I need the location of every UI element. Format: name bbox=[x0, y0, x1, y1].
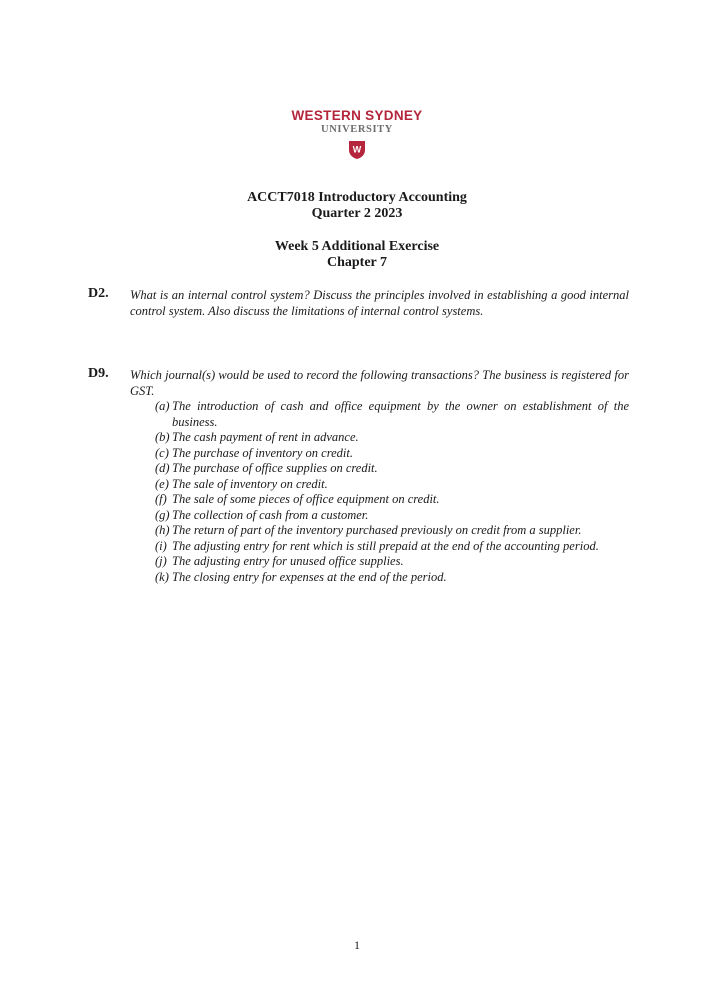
list-item bbox=[155, 430, 629, 446]
course-heading bbox=[0, 190, 714, 222]
question-number: D2. bbox=[88, 286, 109, 301]
list-item bbox=[155, 539, 629, 555]
item-text: The return of part of the inventory purchased previously on credit from a supplier. bbox=[172, 523, 582, 537]
logo-subtitle: UNIVERSITY bbox=[321, 124, 393, 135]
item-label: (j) bbox=[155, 554, 167, 568]
item-label: (b) bbox=[155, 430, 170, 444]
course-title: ACCT7018 Introductory Accounting bbox=[247, 190, 467, 205]
item-label: (d) bbox=[155, 461, 170, 475]
university-logo bbox=[0, 108, 714, 160]
item-label: (f) bbox=[155, 492, 167, 506]
question-text: Which journal(s) would be used to record the following transactions? The business is registered for GST. bbox=[130, 368, 629, 398]
item-label: (a) bbox=[155, 399, 170, 413]
item-text: The collection of cash from a customer. bbox=[172, 507, 369, 522]
item-text: The adjusting entry for unused office supplies. bbox=[172, 554, 404, 568]
list-item bbox=[155, 570, 629, 586]
item-label: (c) bbox=[155, 445, 169, 460]
item-label: (e) bbox=[155, 476, 169, 491]
item-text: The sale of some pieces of office equipment on credit. bbox=[172, 492, 440, 506]
shield-letter: W bbox=[352, 144, 362, 155]
list-item bbox=[155, 477, 629, 493]
item-text: The cash payment of rent in advance. bbox=[172, 430, 359, 444]
page-number: 1 bbox=[354, 938, 360, 952]
item-text: The closing entry for expenses at the end of the period. bbox=[172, 569, 447, 584]
item-label: (k) bbox=[155, 569, 169, 584]
question-number: D9. bbox=[88, 366, 109, 381]
exercise-title: Week 5 Additional Exercise bbox=[274, 239, 440, 254]
logo-title: WESTERN SYDNEY bbox=[291, 108, 423, 123]
list-item bbox=[155, 461, 629, 477]
item-text: The introduction of cash and office equipment by the owner on establishment of the business. bbox=[172, 399, 629, 429]
item-text: The purchase of office supplies on credit. bbox=[172, 461, 378, 475]
chapter-title: Chapter 7 bbox=[326, 255, 388, 270]
list-item bbox=[155, 446, 629, 462]
list-item bbox=[155, 492, 629, 508]
exercise-heading bbox=[0, 239, 714, 271]
question-text: What is an internal control system? Discuss the principles involved in establishing a good internal control system. Also discuss the limitations of internal control systems. bbox=[130, 288, 629, 318]
term-title: Quarter 2 2023 bbox=[311, 206, 403, 221]
list-item bbox=[155, 554, 629, 570]
shield-icon bbox=[348, 140, 366, 160]
item-text: The sale of inventory on credit. bbox=[172, 476, 328, 491]
item-label: (g) bbox=[155, 507, 170, 522]
item-label: (h) bbox=[155, 523, 170, 537]
list-item bbox=[155, 523, 629, 539]
list-item bbox=[155, 399, 629, 430]
transaction-list bbox=[155, 399, 629, 585]
list-item bbox=[155, 508, 629, 524]
item-text: The purchase of inventory on credit. bbox=[172, 445, 353, 460]
item-text: The adjusting entry for rent which is still prepaid at the end of the accounting period. bbox=[172, 538, 599, 553]
item-label: (i) bbox=[155, 538, 167, 553]
